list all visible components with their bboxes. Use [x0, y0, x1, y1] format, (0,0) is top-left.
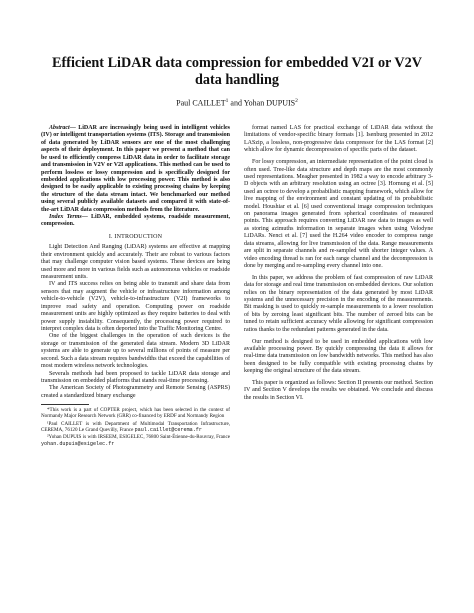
body-paragraph: For lossy compression, an intermediate representation of the point cloud is often used. Tree-like data structure and depth maps are the most commonly used representations. Meagher presented in 1982 a way to encode arbitrary 3-D objects with an arbitrary resolution using an octree [3]. Hornung et al. [5] used an octree to develop a probabilistic mapping framework, which allow for live mapping of the environment and constant updating of its probabilistic model. Houshiar et al. [6] used conventional image compression techniques on panorama images generated from spherical coordinates of measured points. This approach requires converting LiDAR raw data to images as well as storing azimuths information in separate images when using Velodyne LiDARs. Nenci et al. [7] used the H.264 video encoder to compress range data streams, allowing for live transmission of the data. Range measurements are split in separate channels and re-sampled with shorter integer values. A video encoding thread is ran for each range channel and the decompression is done by merging and re-sampling every channel into one. — [244, 159, 433, 269]
body-paragraph: Our method is designed to be used in embedded applications with low available processing power. By quickly compressing the data it allows for real-time data transmission on low bandwidth networks. This method has also been designed to be fully compatible with existing processing chains by keeping the original structure of the data stream. — [244, 338, 433, 375]
body-paragraph: Severals methods had been proposed to tackle LiDAR data storage and transmission on embedded platforms that stands real-time processing. — [41, 370, 230, 384]
footnote — [41, 434, 230, 446]
author-line — [41, 98, 433, 108]
body-paragraph: Light Detection And Ranging (LiDAR) systems are effective at mapping their environment quickly and accurately. Their are robust to various factors that may challenge computer vision based systems. These devices are being used more and more in various fields such as autonomous vehicles or roadside measurement units. — [41, 244, 230, 281]
footnote: *This work is a part of COPTER project, which has been selected in the context of Normandy Major Research Network (GRR) co-financed by ERDF and Normandy Region — [41, 407, 230, 420]
author-name: Yohan DUPUIS — [243, 98, 296, 108]
footnote — [41, 421, 230, 433]
paper-title: Efficient LiDAR data compression for embedded V2I or V2V data handling — [52, 55, 422, 88]
body-paragraph: format named LAS for practical exchange of LiDAR data without the limitations of vendor-specific binary formats [1]. Isenburg presented in 2012 LASzip, a lossless, non-progressive data compressor for the LAS format [2] which allow for dynamic decompression of specific parts of the dataset. — [244, 125, 433, 154]
body-paragraph: This paper is organized as follows: Section II presents our method. Section IV and Section V develops the results we obtained. We conclude and discuss the results in Section VI. — [244, 380, 433, 401]
body-paragraph: In this paper, we address the problem of fast compression of raw LiDAR data for storage and real time transmission on embedded devices. Our solution relies on the binary representation of the data generated by most LiDAR systems and the unnecessary precision in the encoding of the measurements. Bit masking is used to quickly re-sample measurements to a lower resolution of bits by zeroing least significant bits. The number of zeroed bits can be tuned to retain sufficient accuracy while allowing for significant compression ratios thanks to the redundant patterns generated in the data. — [244, 274, 433, 333]
body-paragraph: IV and ITS success relies on being able to transmit and share data from sensors that may augment the vehicle or infrastructure information among vehicle-to-vehicle (V2V), vehicle-to-infrastructure (V2I) frameworks to improve road safety and operation. Computing power on roadside measurement units are highly optimized as they require batteries to deal with power supply instability. Consequently, the processing power required to interpret complex data is often deported into the Traffic Monitoring Centre. — [41, 281, 230, 332]
left-column — [41, 125, 230, 448]
author-connector: and — [230, 98, 242, 108]
footnote-text: ²Yohan DUPUIS is with IRSEEM, ESIGELEC, 76800 Saint-Étienne-du-Rouvray, France — [47, 434, 230, 441]
author-email: yohan.dupuis@esigelec.fr — [41, 440, 115, 447]
abstract-text: — LiDAR are increasingly being used in intelligent vehicles (IV) or intelligent transportation systems (ITS). Storage and transmission of data generated by LiDAR sensors are one of the most challenging aspects of their deployment. In this paper we present a method that can be used to efficiently compress LiDAR data in order to facilitate storage and transmission in V2V or V2I applications. This method can be used to perform lossless or lossy compression and is specifically designed for embedded applications with low processing power. This method is also designed to be easily applicable to existing processing chains by keeping the structure of the data stream intact. We benchmarked our method using several publicly available datasets and compared it with state-of-the-art LiDAR data compression methods from the literature. — [41, 125, 230, 213]
footnotes — [41, 404, 230, 447]
index-terms-label: Index Terms — [49, 214, 82, 221]
index-terms — [41, 214, 230, 229]
body-paragraph: One of the biggest challenges in the operation of such devices is the storage or transmission of the generated data stream. Modern 3D LiDAR systems are able to generate up to several millions of points of measure per second. Such a data stream requires bandwidths that exceed the capabilities of most modern wireless network technologies. — [41, 333, 230, 370]
affiliation-mark: 2 — [295, 98, 298, 104]
index-terms-text: — LiDAR, embedded systems, roadside measurement, compression. — [41, 214, 230, 228]
footnote-text: ¹Paul CAILLET is with Department of Multimodal Transportation Infrastructure, CEREMA, 76120 Le Grand Quevilly, France — [41, 420, 230, 433]
abstract — [41, 125, 230, 214]
body-paragraph: The American Society of Photogrammetry and Remote Sensing (ASPRS) created a standardized binary exchange — [41, 385, 230, 399]
abstract-label: Abstract — [49, 125, 70, 131]
footnote-rule — [41, 404, 89, 405]
section-heading: I. INTRODUCTION — [108, 233, 163, 240]
affiliation-mark: 1 — [225, 98, 229, 104]
author-name: Paul CAILLET — [176, 98, 226, 108]
author-email: paul.caillet@cerema.fr — [134, 426, 202, 433]
right-column — [244, 125, 433, 402]
